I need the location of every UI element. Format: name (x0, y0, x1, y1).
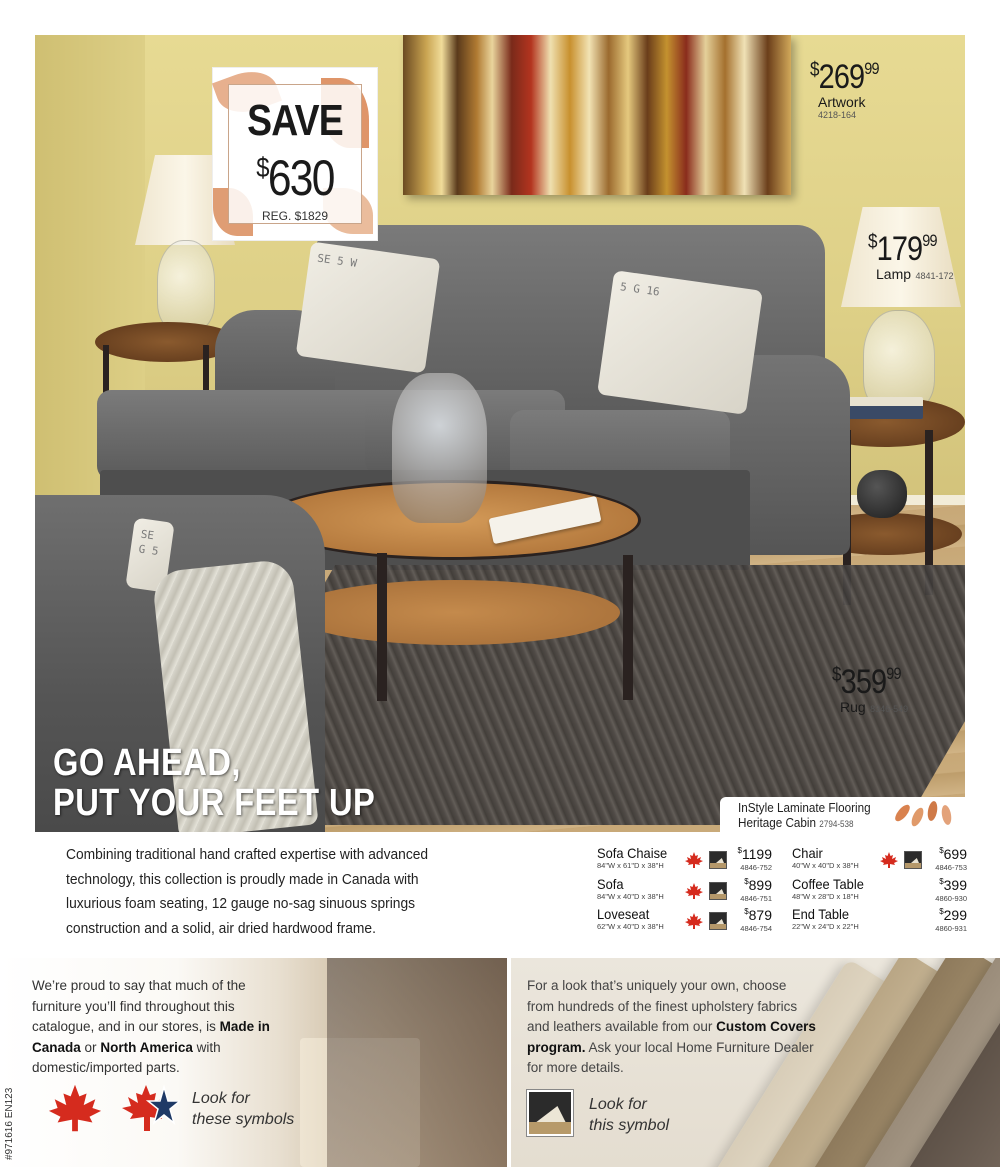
look-for-line-1: Look for (589, 1096, 647, 1113)
custom-covers-icon (904, 851, 922, 869)
north-america-bold: North America (100, 1039, 193, 1055)
craftsman-photo (327, 958, 507, 1167)
maple-leaf-star-icon (120, 1081, 180, 1135)
price-row-chair (792, 846, 967, 876)
price-dollar: $ (939, 846, 944, 855)
made-in-or: or (84, 1039, 97, 1055)
item-sku: 4846-752 (740, 863, 772, 872)
price-dollar: $ (939, 907, 944, 916)
coffee-table-leg (623, 555, 633, 700)
maple-leaf-icon (46, 1083, 104, 1133)
item-price (744, 907, 772, 923)
maple-leaf-icon (684, 913, 704, 929)
price-dollar: $ (810, 59, 819, 81)
price-dollar: $ (744, 907, 749, 916)
rug-label: Rug (840, 699, 866, 715)
price-value: 699 (943, 846, 967, 862)
price-dollar: $ (744, 877, 749, 886)
headline-line-2: PUT YOUR FEET UP (53, 782, 376, 824)
custom-covers-panel (511, 958, 1000, 1167)
item-name: Coffee Table (792, 876, 864, 892)
price-dollar: $ (868, 231, 877, 253)
headline-line-1: GO AHEAD, (53, 742, 241, 784)
item-sku: 4846-751 (740, 894, 772, 903)
custom-covers-text (527, 976, 817, 1079)
item-name: Sofa Chaise (597, 845, 668, 861)
maple-leaf-icon (684, 852, 704, 868)
flooring-callout (720, 797, 965, 832)
maple-leaf-icon (684, 883, 704, 899)
custom-outro: Ask your local Home Furniture Dealer for more details. (527, 1039, 814, 1075)
item-dimensions: 84"W x 40"D x 38"H (597, 892, 664, 901)
hero-photo (35, 35, 965, 832)
price-whole: 269 (818, 58, 865, 96)
save-amount-value: 630 (267, 150, 334, 206)
price-row-sofa-chaise (597, 846, 772, 876)
headline (53, 743, 375, 823)
item-dimensions: 84"W x 61"D x 38"H (597, 861, 664, 870)
rug-price (832, 657, 901, 699)
item-name: Chair (792, 845, 823, 861)
lamp-sku: 4841-172 (915, 271, 954, 281)
artwork-sku: 4218-164 (818, 110, 857, 120)
price-row-sofa (597, 877, 772, 907)
item-dimensions: 62"W x 40"D x 38"H (597, 922, 664, 931)
look-for-symbols (192, 1088, 294, 1130)
artwork-label: Artwork (818, 94, 866, 110)
flooring-name: InStyle Laminate Flooring (738, 800, 871, 815)
price-value: 299 (943, 907, 967, 923)
price-whole: 179 (876, 230, 923, 268)
price-dollar: $ (832, 664, 841, 686)
look-for-line-2: this symbol (589, 1117, 670, 1134)
artwork-price-tag (810, 52, 891, 120)
decor-sphere (857, 470, 907, 518)
glass-vase (392, 373, 487, 523)
made-in-outro: with domestic/imported parts. (32, 1039, 221, 1075)
rug-price-tag (832, 657, 913, 717)
maple-leaf-icon (879, 852, 899, 868)
save-amount (239, 143, 351, 206)
armchair-pillow: SE G 5 (125, 518, 174, 593)
coffee-table-leg (377, 553, 387, 701)
custom-covers-bold: Custom Covers program. (527, 1019, 816, 1055)
regular-price: REG. $1829 (261, 209, 329, 223)
artwork-price (810, 52, 879, 94)
price-row-coffee-table (792, 877, 967, 907)
made-in-canada-bold: Made in Canada (32, 1019, 270, 1055)
wall-artwork (403, 35, 791, 195)
coffee-table-shelf (290, 580, 620, 645)
item-price (939, 846, 967, 862)
item-dimensions: 40"W x 40"D x 38"H (792, 861, 859, 870)
custom-covers-icon (527, 1090, 573, 1136)
custom-covers-icon (709, 882, 727, 900)
lamp-price-tag (868, 224, 954, 284)
custom-intro: For a look that’s uniquely your own, choose from hundreds of the finest upholstery fabrics and leathers available from our (527, 978, 798, 1034)
price-value: 399 (943, 877, 967, 893)
item-sku: 4860-931 (935, 924, 967, 933)
price-whole: 359 (840, 663, 887, 701)
price-cents: 99 (864, 59, 879, 78)
item-dimensions: 48"W x 28"D x 18"H (792, 892, 859, 901)
price-row-end-table (792, 907, 967, 937)
save-word: SAVE (247, 96, 343, 145)
item-price (737, 846, 772, 862)
item-name: Sofa (597, 876, 624, 892)
lamp-price (868, 224, 937, 266)
item-name: Loveseat (597, 906, 650, 922)
flooring-collection: Heritage Cabin (738, 815, 817, 830)
catalogue-code: #971616 EN123 (4, 1087, 15, 1160)
books (845, 397, 923, 419)
price-cents: 99 (922, 231, 937, 250)
look-for-line-1: Look for (192, 1090, 250, 1107)
price-dollar: $ (737, 846, 742, 855)
item-sku: 4860-930 (935, 894, 967, 903)
lamp-label: Lamp (876, 266, 912, 282)
chaise-cushion (97, 390, 397, 480)
save-currency: $ (256, 152, 268, 183)
item-sku: 4846-753 (935, 863, 967, 872)
price-dollar: $ (939, 877, 944, 886)
throw-pillow-right: 5 G 16 (597, 270, 763, 415)
price-row-loveseat (597, 907, 772, 937)
item-price (939, 877, 967, 893)
price-value: 1199 (741, 846, 772, 862)
look-for-line-2: these symbols (192, 1111, 295, 1128)
rug-sku: 8346-549 (870, 704, 909, 714)
right-lamp-base (863, 310, 935, 410)
price-cents: 99 (886, 664, 901, 683)
item-sku: 4846-754 (740, 924, 772, 933)
item-price (939, 907, 967, 923)
flooring-sku: 2794-538 (819, 819, 854, 829)
item-name: End Table (792, 906, 850, 922)
made-in-canada-panel (0, 958, 507, 1167)
price-value: 879 (748, 907, 772, 923)
item-price (744, 877, 772, 893)
custom-covers-icon (709, 912, 727, 930)
custom-covers-icon (709, 851, 727, 869)
price-value: 899 (748, 877, 772, 893)
made-in-intro: We’re proud to say that much of the furniture you’ll find throughout this catalogue, and in our stores, is (32, 978, 246, 1034)
save-badge-frame (228, 84, 362, 224)
made-in-canada-text (32, 976, 282, 1079)
product-description: Combining traditional hand crafted expertise with advanced technology, this collection is proudly made in Canada with luxurious foam seating, 12 gauge no-sag sinuous springs construction and a solid, air dried hardwood frame. (66, 846, 429, 937)
throw-pillow-left: SE 5 W (296, 242, 441, 374)
save-badge (213, 68, 377, 240)
item-dimensions: 22"W x 24"D x 22"H (792, 922, 859, 931)
look-for-symbol (589, 1094, 669, 1136)
left-lamp-base (157, 240, 215, 330)
